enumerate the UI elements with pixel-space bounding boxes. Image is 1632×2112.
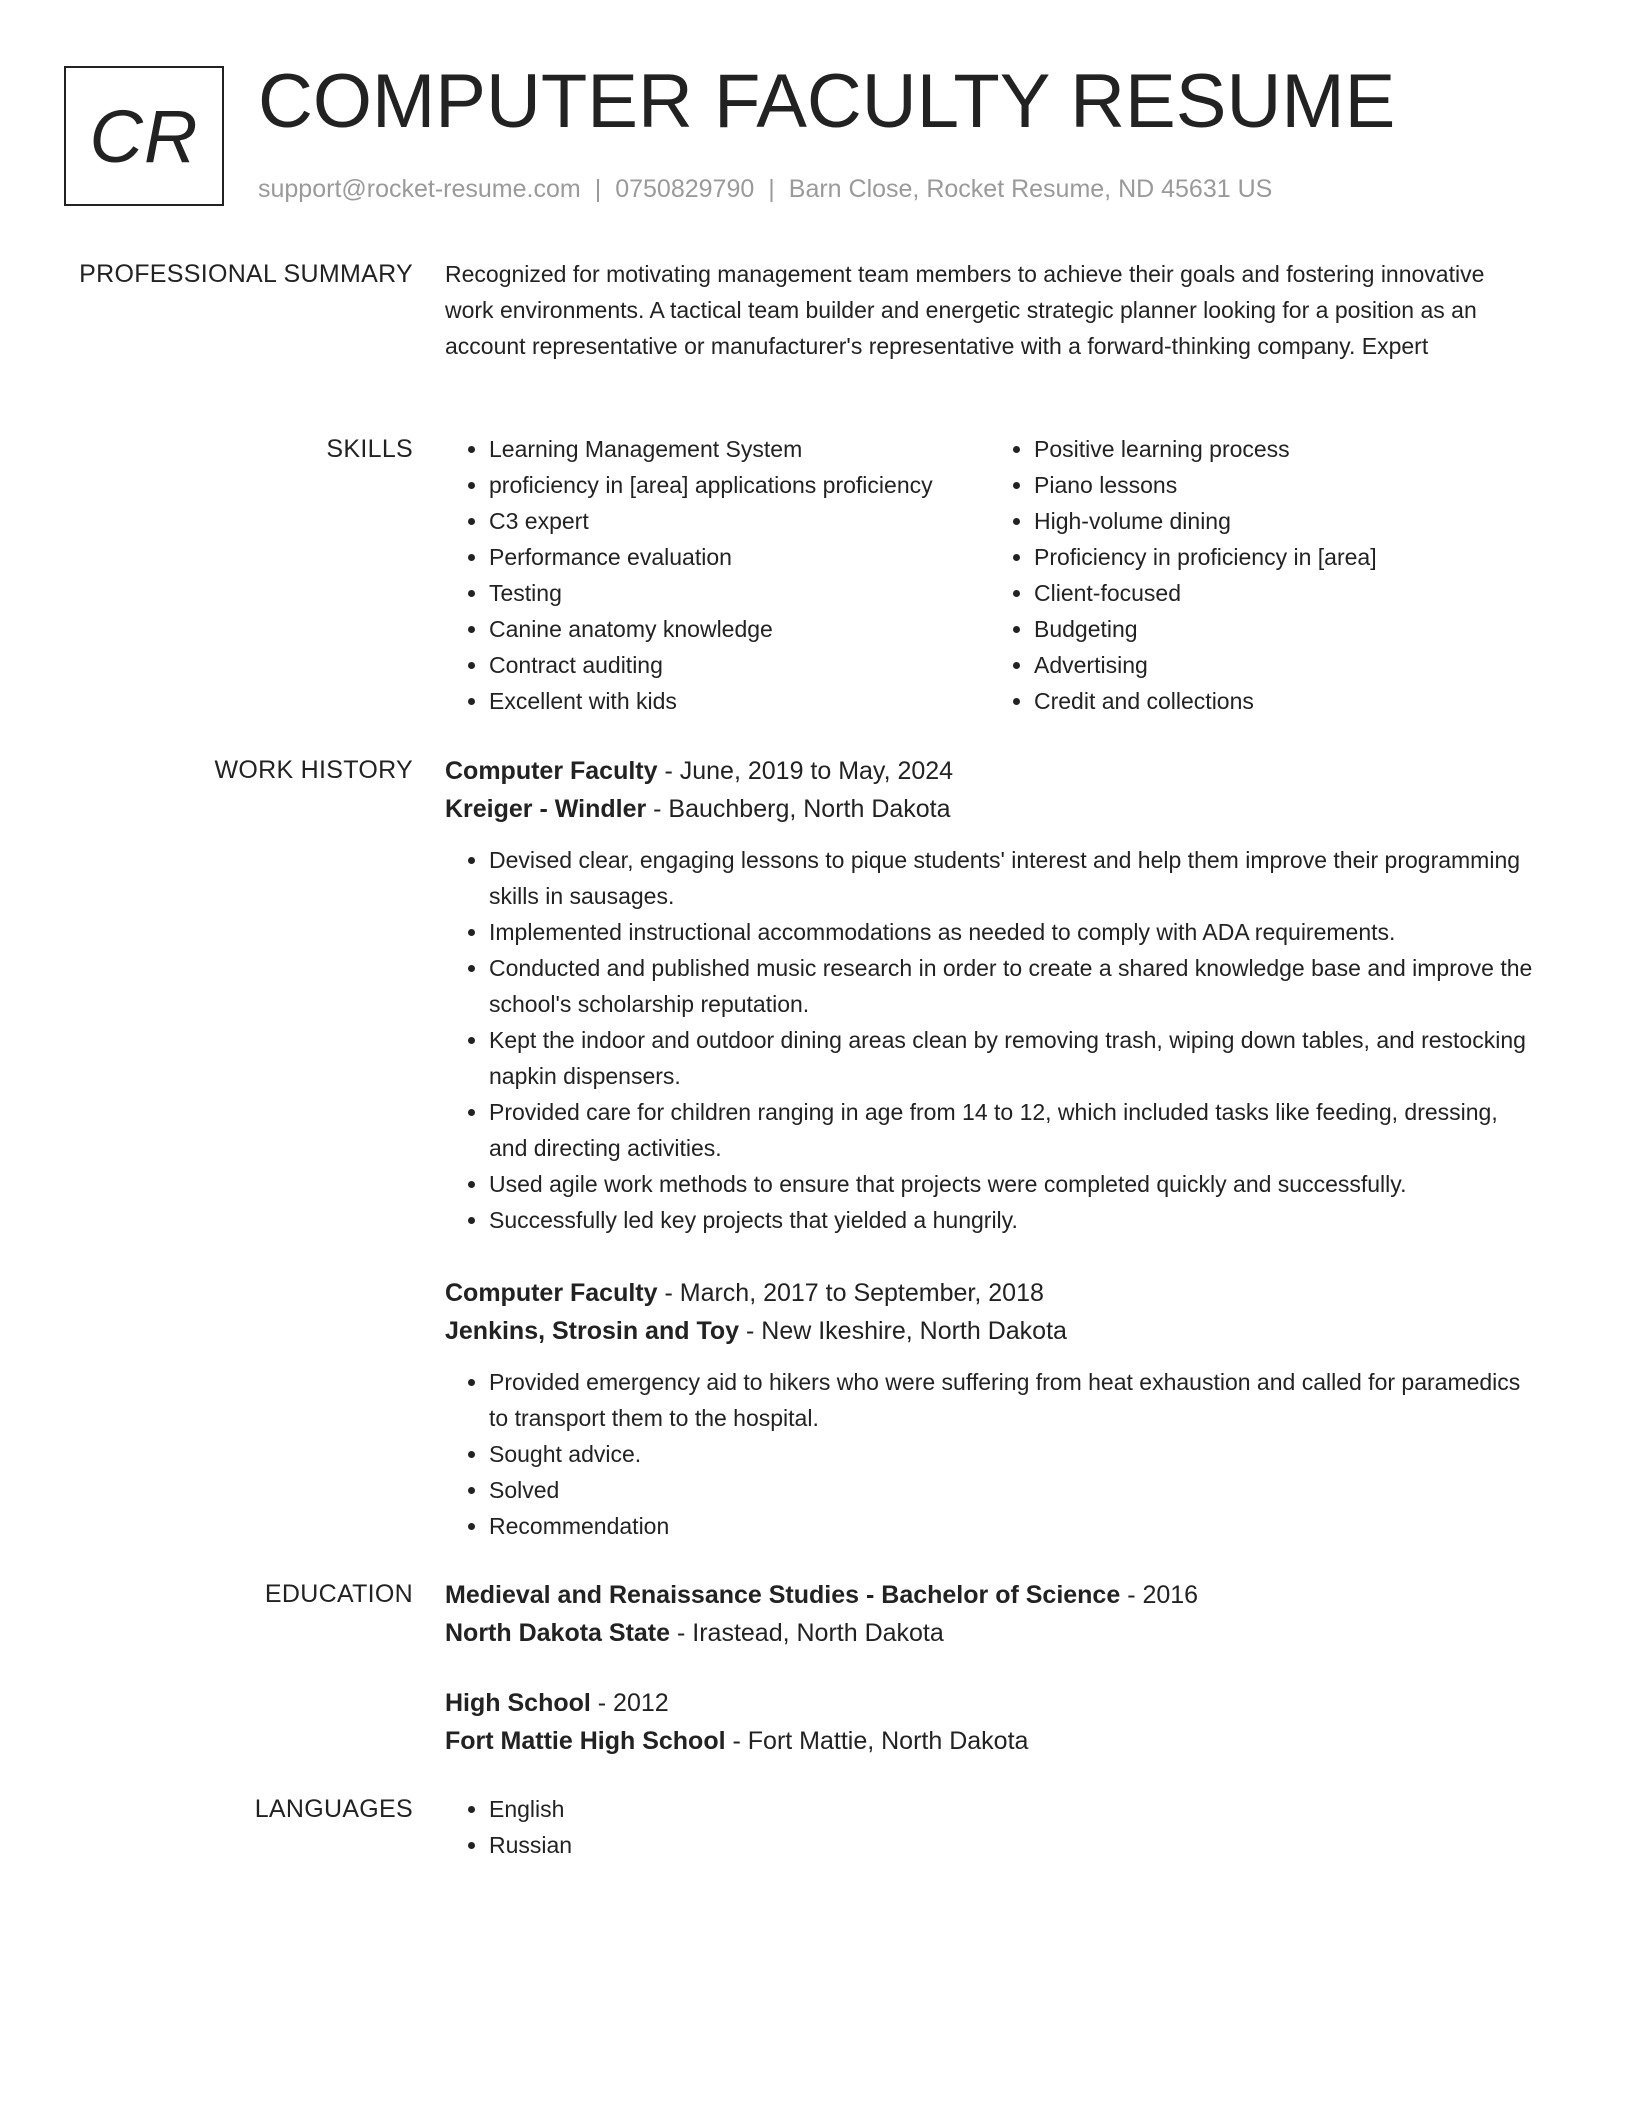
job-company: Jenkins, Strosin and Toy (445, 1317, 740, 1345)
education-degree-line (445, 1684, 1535, 1722)
contact-separator: | (594, 175, 602, 203)
education-entry (445, 1576, 1535, 1652)
job-title: Computer Faculty (445, 757, 658, 785)
section-label-skills: SKILLS (326, 435, 413, 463)
job-entry (445, 1274, 1535, 1544)
contact-separator: | (768, 175, 775, 203)
skill-item: • proficiency in [area] applications proficiency (489, 467, 990, 503)
education-degree: High School (445, 1689, 591, 1717)
skill-item: • Client-focused (1034, 575, 1535, 611)
languages-list (445, 1791, 1535, 1863)
job-duty: • Sought advice. (489, 1436, 1535, 1472)
skills-body (445, 431, 1535, 719)
monogram-logo: CR (64, 66, 224, 206)
skill-item: • Credit and collections (1034, 683, 1535, 719)
job-duty: • Kept the indoor and outdoor dining areas clean by removing trash, wiping down tables, and restocking napkin dispensers. (489, 1022, 1535, 1094)
job-dates: - June, 2019 to May, 2024 (657, 757, 954, 785)
skill-item: • Advertising (1034, 647, 1535, 683)
job-duty: • Conducted and published music research in order to create a shared knowledge base and improve the school's scholarship reputation. (489, 950, 1535, 1022)
education-degree-line (445, 1576, 1535, 1614)
education-school-line (445, 1722, 1535, 1760)
job-dates: - March, 2017 to September, 2018 (657, 1279, 1044, 1307)
work-history-body (445, 752, 1535, 1580)
job-company-line (445, 790, 1535, 828)
job-location: - Bauchberg, North Dakota (646, 795, 951, 823)
job-duty: • Recommendation (489, 1508, 1535, 1544)
section-label-languages: LANGUAGES (254, 1795, 413, 1823)
summary-body (445, 256, 1535, 364)
education-year: - 2012 (590, 1689, 669, 1717)
job-duty: • Solved (489, 1472, 1535, 1508)
job-duty: • Implemented instructional accommodations as needed to comply with ADA requirements. (489, 914, 1535, 950)
job-duty: • Used agile work methods to ensure that projects were completed quickly and successfully. (489, 1166, 1535, 1202)
education-body (445, 1576, 1535, 1792)
job-location: - New Ikeshire, North Dakota (739, 1317, 1067, 1345)
education-school: Fort Mattie High School (445, 1727, 726, 1755)
section-label-education: EDUCATION (264, 1580, 413, 1608)
contact-address: Barn Close, Rocket Resume, ND 45631 US (788, 175, 1273, 203)
languages-body (445, 1791, 1535, 1863)
contact-email: support@rocket-resume.com (258, 175, 581, 203)
language-item: • English (489, 1791, 1535, 1827)
page-title: COMPUTER FACULTY RESUME (258, 59, 1396, 144)
skill-item: • Canine anatomy knowledge (489, 611, 990, 647)
skill-item: • Performance evaluation (489, 539, 990, 575)
job-entry (445, 752, 1535, 1238)
language-item: • Russian (489, 1827, 1535, 1863)
job-duty: • Devised clear, engaging lessons to pique students' interest and help them improve their programming skills in sausages. (489, 842, 1535, 914)
skill-item: • High-volume dining (1034, 503, 1535, 539)
skill-item: • Positive learning process (1034, 431, 1535, 467)
contact-phone: 0750829790 (615, 175, 755, 203)
skill-item: • Excellent with kids (489, 683, 990, 719)
job-duties (445, 842, 1535, 1238)
skill-item: • Contract auditing (489, 647, 990, 683)
education-entry (445, 1684, 1535, 1760)
job-duty: • Provided emergency aid to hikers who were suffering from heat exhaustion and called for paramedics to transport them to the hospital. (489, 1364, 1535, 1436)
contact-line (258, 172, 1272, 206)
job-duties (445, 1364, 1535, 1544)
skill-item: • Testing (489, 575, 990, 611)
education-location: - Fort Mattie, North Dakota (725, 1727, 1029, 1755)
education-degree: Medieval and Renaissance Studies - Bachelor of Science (445, 1581, 1121, 1609)
job-title-line (445, 752, 1535, 790)
education-school-line (445, 1614, 1535, 1652)
skills-list-right (990, 431, 1535, 719)
skill-item: • C3 expert (489, 503, 990, 539)
skill-item: • Proficiency in proficiency in [area] (1034, 539, 1535, 575)
skills-list-left (445, 431, 990, 719)
skill-item: • Budgeting (1034, 611, 1535, 647)
summary-text: Recognized for motivating management team members to achieve their goals and fostering innovative work environments. A tactical team builder and energetic strategic planner looking for a position as an account representative or manufacturer's representative with a forward-thinking company. Expert (445, 261, 1485, 359)
section-label-work-history: WORK HISTORY (214, 756, 413, 784)
education-year: - 2016 (1120, 1581, 1199, 1609)
skill-item: • Learning Management System (489, 431, 990, 467)
job-duty: • Successfully led key projects that yielded a hungrily. (489, 1202, 1535, 1238)
job-duty: • Provided care for children ranging in age from 14 to 12, which included tasks like feeding, dressing, and directing activities. (489, 1094, 1535, 1166)
education-school: North Dakota State (445, 1619, 671, 1647)
job-title: Computer Faculty (445, 1279, 658, 1307)
skill-item: • Piano lessons (1034, 467, 1535, 503)
section-label-summary: PROFESSIONAL SUMMARY (79, 260, 413, 288)
job-company-line (445, 1312, 1535, 1350)
job-company: Kreiger - Windler (445, 795, 647, 823)
education-location: - Irastead, North Dakota (670, 1619, 944, 1647)
job-title-line (445, 1274, 1535, 1312)
